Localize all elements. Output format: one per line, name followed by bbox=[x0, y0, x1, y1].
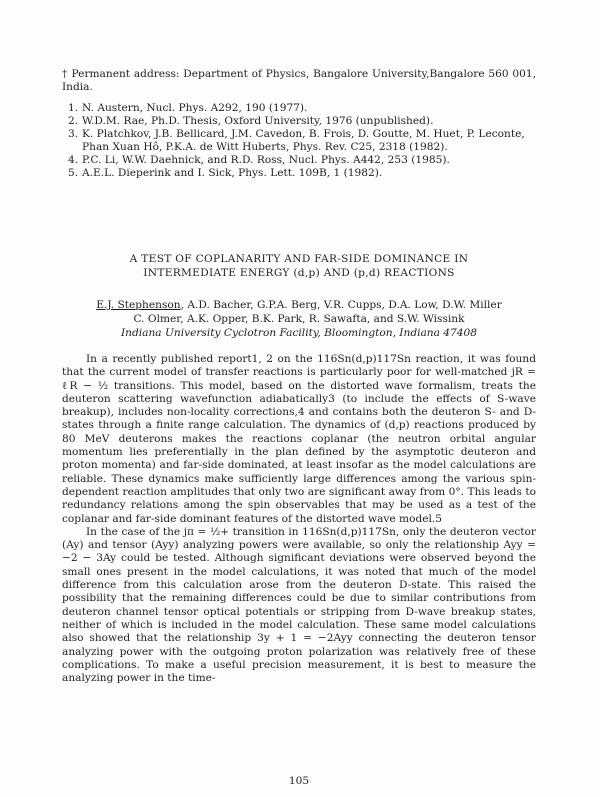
author-line-1 bbox=[62, 298, 536, 312]
title-line-2: INTERMEDIATE ENERGY (d,p) AND (p,d) REACTIONS bbox=[143, 267, 455, 279]
author-block bbox=[62, 298, 536, 340]
paragraph-2: In the case of the jπ = ½+ transition in 116Sn(d,p)117Sn, only the deuteron vector (Ay) and tensor (Ayy) analyzing powers were available, so only the relationship Ayy = −2 − 3Ay could be tested. Although significant deviations were observed beyond the small ones present in the model calculations, it was noted that much of the model difference from this calculation arose from the deuteron D-state. This raised the possibility that the remaining differences could be due to similar contributions from deuteron channel tensor optical potentials or stripping from D-wave breakup states, neither of which is included in the model calculation. These same model calculations also showed that the relationship 3y + 1 = −2Ayy connecting the deuteron tensor analyzing power with the outgoing proton polarization was relatively free of these complications. To make a useful precision measurement, it is best to measure the analyzing power in the time- bbox=[62, 525, 536, 685]
footnote-text: † Permanent address: Department of Physics, Bangalore University,Bangalore 560 001, India. bbox=[62, 68, 536, 93]
author-line-2: C. Olmer, A.K. Opper, B.K. Park, R. Sawafta, and S.W. Wissink bbox=[133, 313, 465, 325]
author-line-1-rest: , A.D. Bacher, G.P.A. Berg, V.R. Cupps, D.A. Low, D.W. Miller bbox=[180, 299, 502, 311]
reference-text: P.C. Li, W.W. Daehnick, and R.D. Ross, Nucl. Phys. A442, 253 (1985). bbox=[82, 154, 450, 166]
reference-text: A.E.L. Dieperink and I. Sick, Phys. Lett. 109B, 1 (1982). bbox=[82, 167, 383, 179]
reference-item bbox=[62, 167, 536, 180]
reference-item bbox=[62, 128, 536, 154]
title-line-1: A TEST OF COPLANARITY AND FAR-SIDE DOMINANCE IN bbox=[129, 253, 469, 265]
presenting-author: E.J. Stephenson bbox=[96, 299, 181, 311]
reference-number: 5. bbox=[68, 167, 79, 179]
reference-text: N. Austern, Nucl. Phys. A292, 190 (1977). bbox=[82, 102, 308, 114]
reference-text: K. Platchkov, J.B. Bellicard, J.M. Cavedon, B. Frois, D. Goutte, M. Huet, P. Leconte, Phan Xuan Hô, P.K.A. de Witt Huberts, Phys. Rev. C25, 2318 (1982). bbox=[82, 128, 525, 153]
body-text bbox=[62, 353, 536, 685]
page-number: 105 bbox=[288, 775, 310, 787]
footnote bbox=[62, 68, 536, 94]
reference-number: 4. bbox=[68, 154, 79, 166]
reference-item bbox=[62, 115, 536, 128]
reference-number: 3. bbox=[68, 128, 79, 140]
paragraph-1: In a recently published report1, 2 on the 116Sn(d,p)117Sn reaction, it was found that the current model of transfer reactions is particularly poor for well-matched jR = ℓR − ½ transitions. This model, based on the distorted wave formalism, treats the deuteron scattering wavefunction adiabatically3 (to include the effects of S-wave breakup), includes non-locality corrections,4 and contains both the deuteron S- and D-states through a finite range calculation. The dynamics of (d,p) reactions produced by 80 MeV deuterons makes the reactions coplanar (the neutron orbital angular momentum lies preferentially in the plan defined by the asymptotic deuteron and proton momenta) and far-side dominated, at least insofar as the model calculations are reliable. These dynamics make sufficiently large differences among the various spin-dependent reaction amplitudes that only two are significant away from 0°. This leads to redundancy relations among the spin observables that may be used as a test of the coplanar and far-side dominant features of the distorted wave model.5 bbox=[62, 353, 536, 525]
reference-item bbox=[62, 102, 536, 115]
reference-list bbox=[62, 102, 536, 180]
reference-number: 2. bbox=[68, 115, 79, 127]
reference-item bbox=[62, 154, 536, 167]
affiliation: Indiana University Cyclotron Facility, Bloomington, Indiana 47408 bbox=[120, 327, 478, 339]
reference-text: W.D.M. Rae, Ph.D. Thesis, Oxford University, 1976 (unpublished). bbox=[82, 115, 434, 127]
paper-title bbox=[62, 252, 536, 280]
reference-number: 1. bbox=[68, 102, 79, 114]
